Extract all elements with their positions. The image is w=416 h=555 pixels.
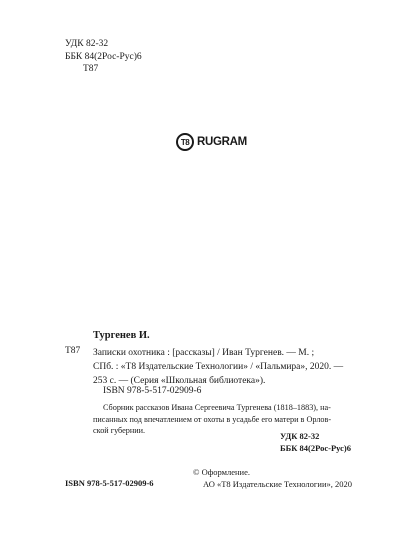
copyright-line: © Оформление.: [193, 467, 250, 477]
catalog-description: [93, 346, 353, 388]
catalog-mark: Т87: [65, 346, 81, 356]
catalog-author: Тургенев И.: [93, 330, 150, 341]
udk-code: УДК 82-32: [280, 431, 320, 441]
publisher-logo: [176, 131, 247, 153]
logo-text: RUGRAM: [197, 136, 247, 148]
footer-isbn: ISBN 978-5-517-02909-6: [65, 478, 154, 488]
udk-code: УДК 82-32: [65, 39, 109, 49]
catalog-line: 253 с. — (Серия «Школьная библиотека»).: [93, 376, 266, 386]
copyright-line: АО «Т8 Издательские Технологии», 2020: [203, 478, 353, 489]
catalog-line: СПб. : «Т8 Издательские Технологии» / «Пальмира», 2020. —: [93, 362, 344, 372]
catalog-isbn: ISBN 978-5-517-02909-6: [103, 386, 202, 396]
copyright: [193, 467, 352, 490]
bbk-code: ББК 84(2Рос-Рус)6: [65, 51, 142, 62]
bbk-code: ББК 84(2Рос-Рус)6: [280, 443, 351, 453]
annotation-line: Сборник рассказов Ивана Сергеевича Тургенева (1818–1883), на-: [103, 403, 331, 412]
logo-badge-icon: T8: [176, 133, 194, 151]
classification-codes-bottom: [280, 430, 351, 454]
annotation-line: ской губернии.: [93, 426, 146, 435]
classification-codes-top: [65, 38, 142, 76]
annotation-line: писанных под впечатлением от охоты в усадьбе его матери в Орлов-: [93, 414, 332, 424]
author-mark: Т87: [83, 64, 99, 74]
catalog-line: Записки охотника : [рассказы] / Иван Тургенев. — М. ;: [93, 348, 315, 358]
